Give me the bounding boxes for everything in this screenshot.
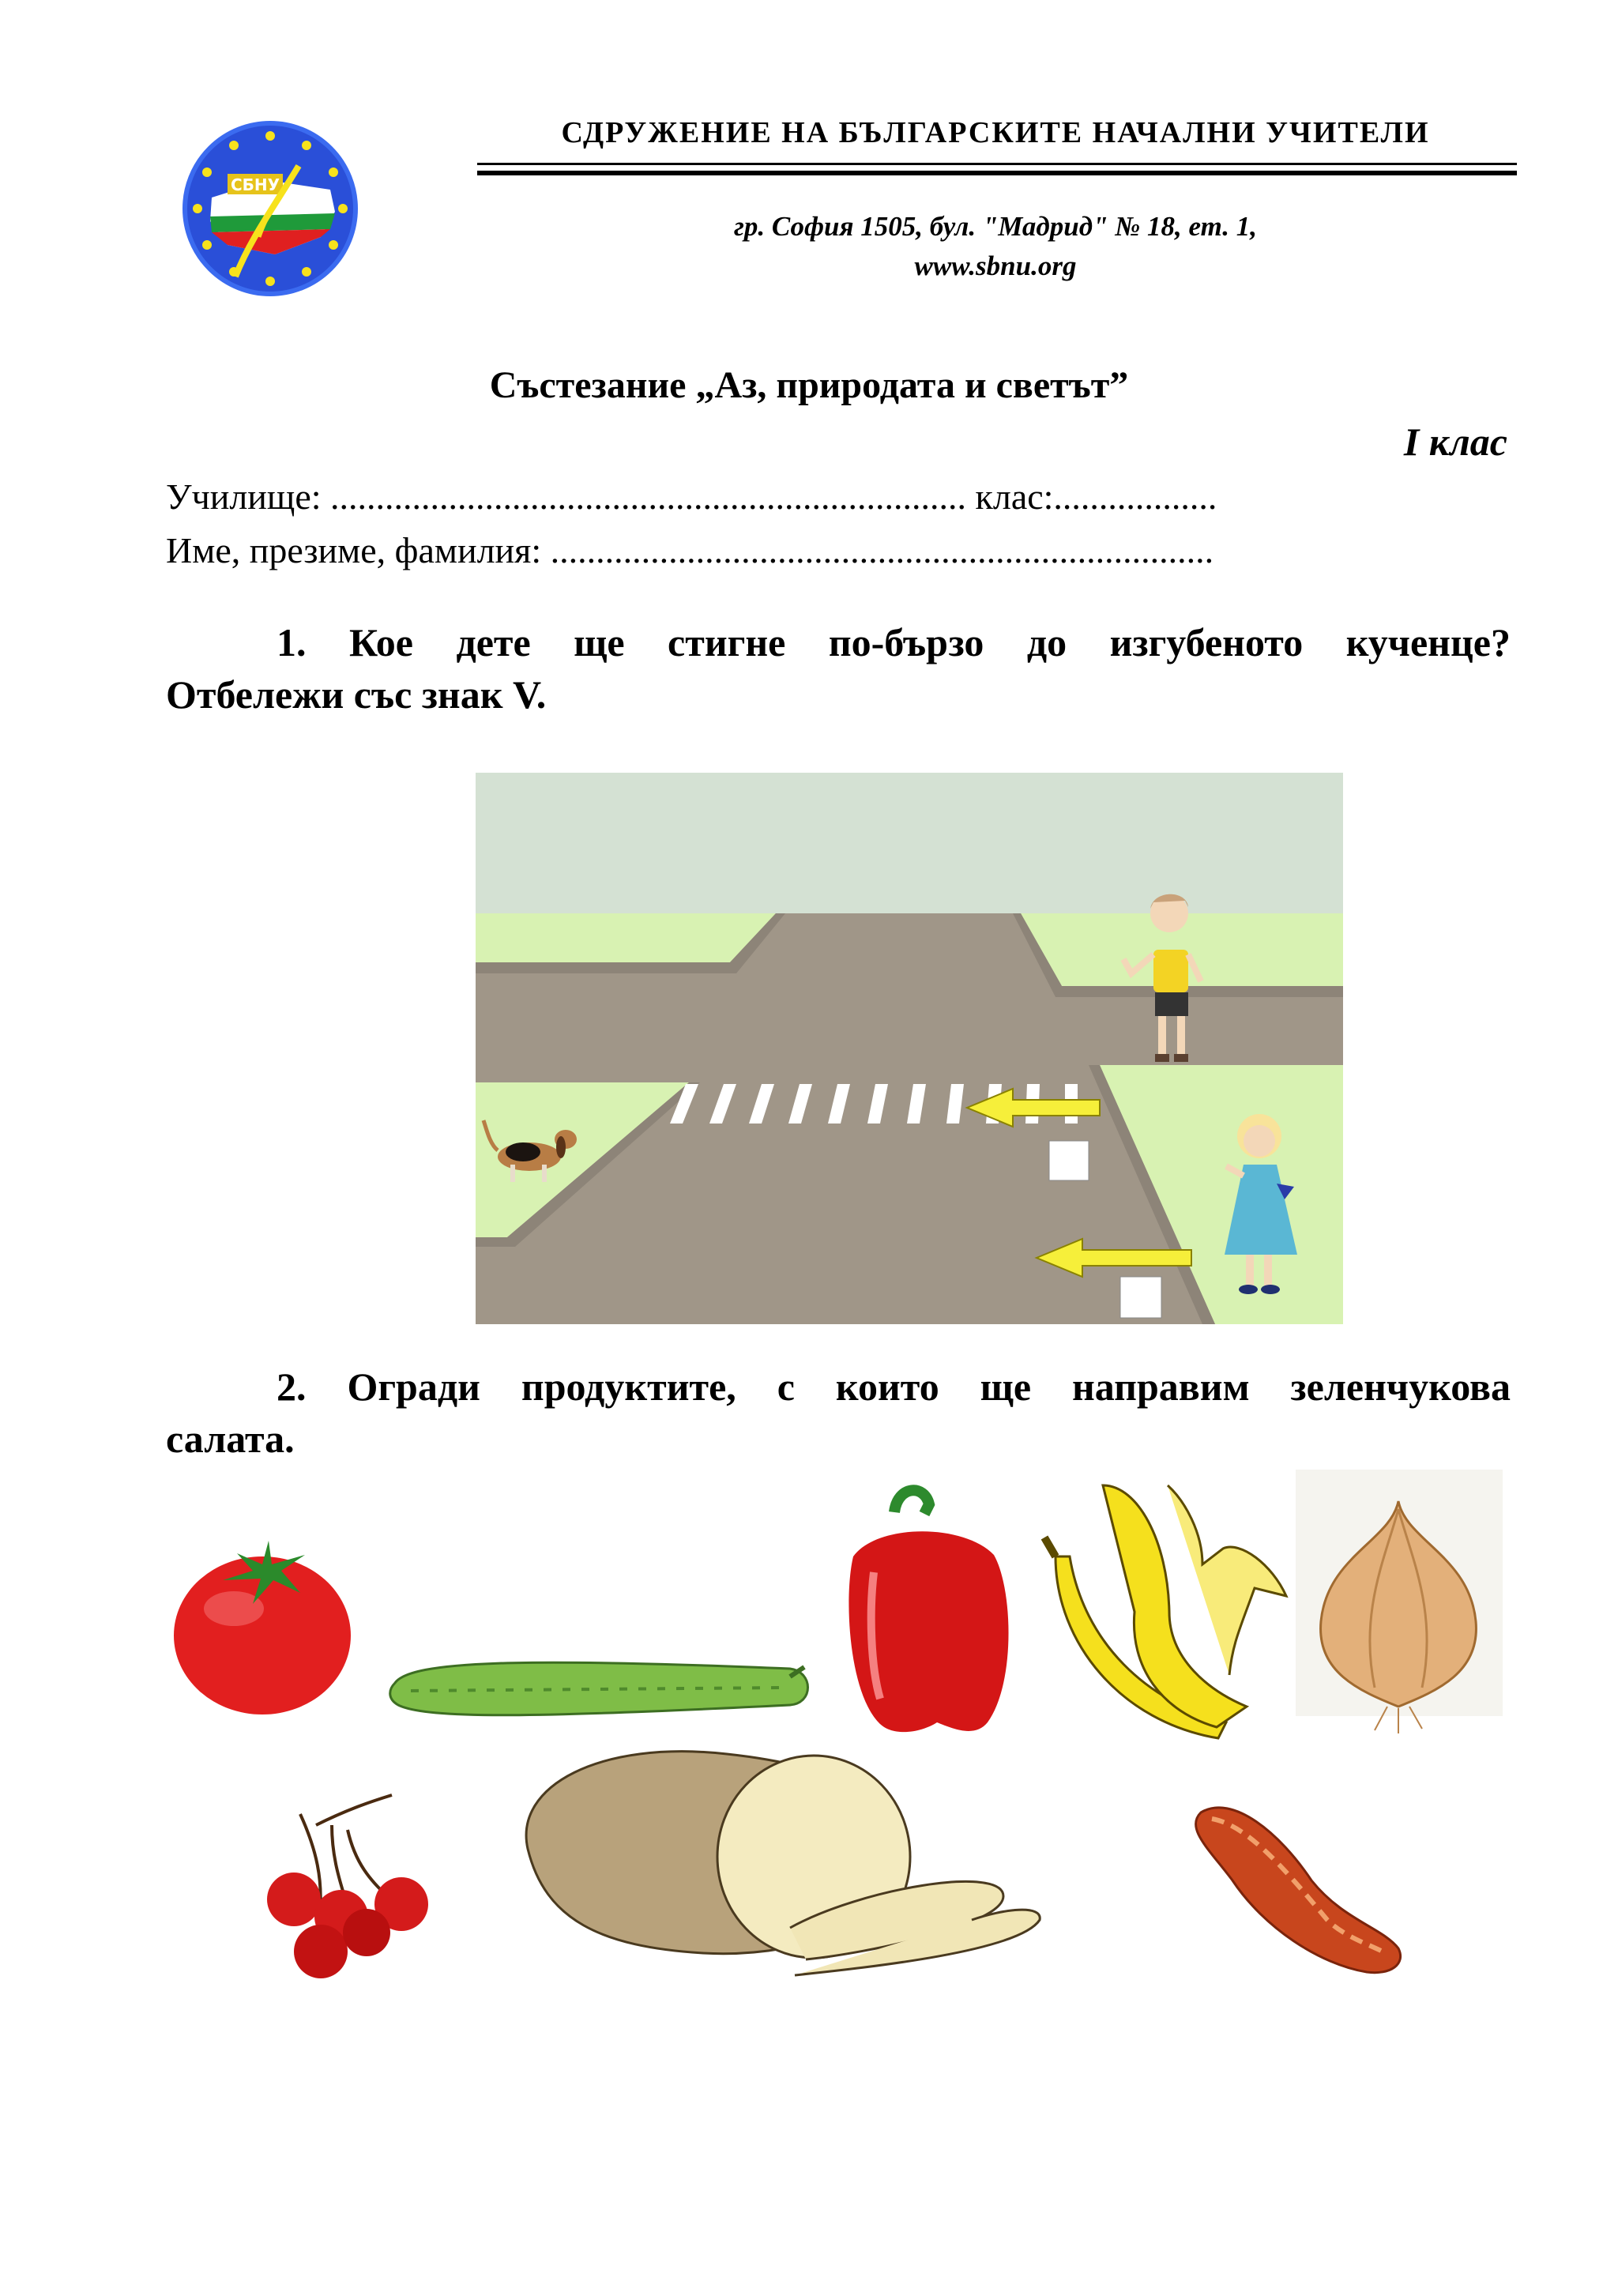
pepper-icon[interactable] xyxy=(849,1490,1008,1732)
cherries-icon[interactable] xyxy=(267,1795,428,1978)
cucumber-icon[interactable] xyxy=(390,1662,808,1715)
task-2 xyxy=(166,1361,1511,1465)
task-2-question-end: салата. xyxy=(166,1417,295,1461)
name-field[interactable]: Име, презиме, фамилия: ......................................................................... xyxy=(166,530,1214,570)
address xyxy=(600,207,1390,286)
sausage-icon[interactable] xyxy=(1196,1808,1401,1973)
task-2-question: 2. Огради продуктите, с които ще направим зеленчукова xyxy=(277,1364,1511,1409)
task-1 xyxy=(166,616,1511,721)
header-rule-thin xyxy=(477,163,1517,165)
task-1-instruction: Отбележи със знак V. xyxy=(166,672,547,717)
organization-name: СДРУЖЕНИЕ НА БЪЛГАРСКИТЕ НАЧАЛНИ УЧИТЕЛИ xyxy=(561,116,1430,149)
school-field[interactable]: Училище: ...................................................................... клас:.................. xyxy=(166,476,1217,517)
tomato-icon[interactable] xyxy=(174,1541,351,1714)
street-scene xyxy=(476,773,1343,1324)
checkbox-icon[interactable] xyxy=(1120,1277,1161,1318)
logo-text: СБНУ xyxy=(230,175,280,194)
banana-icon[interactable] xyxy=(1044,1485,1286,1738)
bread-icon[interactable] xyxy=(526,1752,1040,1975)
page-title: Състезание „Аз, природата и светът” xyxy=(489,364,1129,406)
address-line: гр. София 1505, бул. "Мадрид" № 18, ет. 1, xyxy=(733,211,1258,242)
website-link[interactable]: www.sbnu.org xyxy=(914,250,1077,281)
checkbox-icon[interactable] xyxy=(1049,1141,1089,1180)
onion-icon[interactable] xyxy=(1296,1470,1503,1733)
grade-label: I клас xyxy=(1403,420,1507,464)
task-1-question: 1. Кое дете ще стигне по-бързо до изгубеното кученце? xyxy=(277,620,1511,664)
logo xyxy=(180,119,360,299)
header-rule-thick xyxy=(477,171,1517,175)
